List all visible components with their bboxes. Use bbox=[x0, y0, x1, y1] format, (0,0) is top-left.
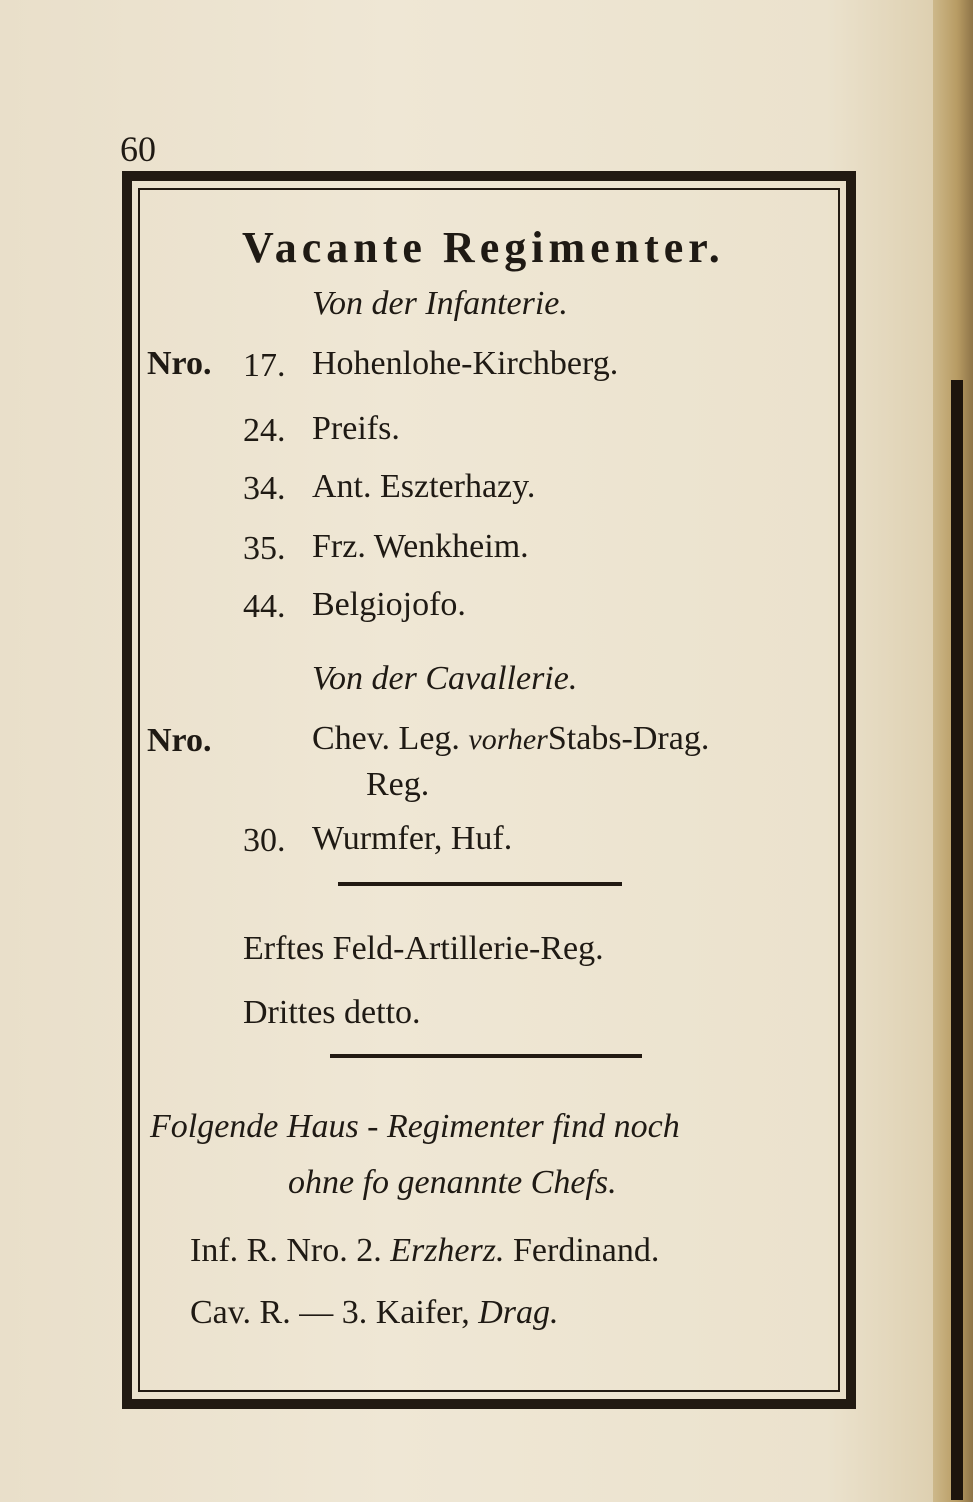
house-row-2-b: Drag. bbox=[478, 1294, 559, 1331]
spine-edge bbox=[951, 380, 963, 1500]
cavalry-entry-1-a: Chev. Leg. bbox=[312, 720, 460, 757]
cavalry-entry-1 bbox=[312, 720, 709, 758]
infantry-num: 34. bbox=[243, 470, 286, 507]
house-row-1-b: Erzherz. bbox=[390, 1232, 505, 1269]
house-heading-line-1: Folgende Haus - Regimenter find noch bbox=[150, 1108, 680, 1145]
infantry-name: Belgiojofo. bbox=[312, 586, 466, 623]
cavalry-nro-label: Nro. bbox=[147, 722, 212, 759]
infantry-nro-label: Nro. bbox=[147, 345, 212, 382]
infantry-name: Frz. Wenkheim. bbox=[312, 528, 529, 565]
cavalry-entry-1-b: vorher bbox=[468, 723, 548, 756]
divider-2 bbox=[330, 1054, 642, 1058]
divider-1 bbox=[338, 882, 622, 886]
cavalry-num: 30. bbox=[243, 822, 286, 859]
cavalry-entry-1-c: Stabs-Drag. bbox=[547, 720, 710, 757]
house-row-1-c: Ferdinand. bbox=[513, 1232, 660, 1269]
cavalry-name: Wurmfer, Huf. bbox=[312, 820, 513, 857]
infantry-name: Hohenlohe-Kirchberg. bbox=[312, 345, 619, 382]
infantry-num: 44. bbox=[243, 588, 286, 625]
book-spine bbox=[933, 0, 973, 1502]
page-number: 60 bbox=[120, 129, 156, 169]
infantry-num: 35. bbox=[243, 530, 286, 567]
infantry-name: Preifs. bbox=[312, 410, 400, 447]
infantry-name: Ant. Eszterhazy. bbox=[312, 468, 536, 505]
artillery-line-1: Erftes Feld-Artillerie-Reg. bbox=[243, 930, 604, 967]
page-title: Vacante Regimenter. bbox=[242, 223, 725, 272]
infantry-num: 17. bbox=[243, 347, 286, 384]
infantry-heading: Von der Infanterie. bbox=[312, 285, 568, 322]
cavalry-entry-1-continued: Reg. bbox=[366, 766, 430, 803]
artillery-line-2: Drittes detto. bbox=[243, 994, 421, 1031]
house-heading-line-2: ohne fo genannte Chefs. bbox=[288, 1164, 617, 1201]
house-row-2 bbox=[190, 1294, 559, 1332]
cavalry-heading: Von der Cavallerie. bbox=[312, 660, 578, 697]
house-row-2-a: Cav. R. — 3. Kaifer, bbox=[190, 1294, 470, 1331]
house-row-1-a: Inf. R. Nro. 2. bbox=[190, 1232, 382, 1269]
infantry-num: 24. bbox=[243, 412, 286, 449]
house-row-1 bbox=[190, 1232, 659, 1270]
